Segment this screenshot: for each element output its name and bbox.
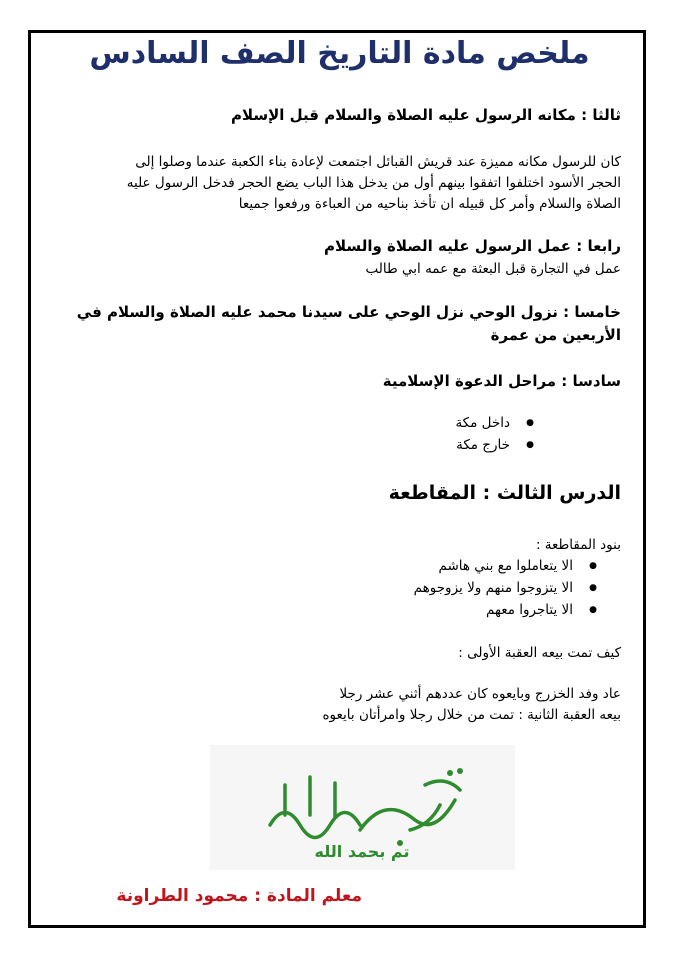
calligraphy-art [210,745,515,870]
page-title: ملخص مادة التاريخ الصف السادس [89,36,590,71]
list-item: ● داخل مكة [234,412,534,434]
section3-line: الحجر الأسود اختلفوا اتفقوا بينهم أول من يدخل هذا الباب يضع الحجر فدخل الرسول عليه [126,175,621,191]
list-item: ● الا يتاجروا معهم [197,599,597,621]
section3-line: كان للرسول مكانه مميزة عند قريش القبائل اجتمعت لإعادة بناء الكعبة عندما وصلوا إلى [135,154,621,170]
calligraphy-text: تم بحمد الله [314,842,410,861]
section6-list [234,412,534,456]
section4-heading: رابعا : عمل الرسول عليه الصلاة والسلام [324,237,621,255]
aqaba-answers [61,684,621,726]
aqaba-line: عاد وفد الخزرج وبايعوه كان عددهم أثني عشر رجلا [339,686,621,702]
list-item: ● خارج مكة [234,434,534,456]
terms-label: بنود المقاطعة : [535,537,621,553]
section3-line: الصلاة والسلام وأمر كل قبيله ان تأخذ بناحيه من العباءة ورفعوا جميعا [238,196,621,212]
section3-body [61,152,621,215]
section5-line: الأربعين من عمرة [490,326,621,344]
teacher-signature: معلم المادة : محمود الطراونة [116,886,362,906]
section5-line: خامسا : نزول الوحي نزل الوحي على سيدنا محمد عليه الصلاة والسلام في [76,303,621,321]
lesson-title: الدرس الثالث : المقاطعة [388,482,621,504]
list-item: ● الا يتعاملوا مع بني هاشم [197,555,597,577]
aqaba-line: بيعه العقبة الثانية : تمت من خلال رجلا وامرأتان بايعوه [322,707,621,723]
section6-heading: سادسا : مراحل الدعوة الإسلامية [382,372,621,390]
section4-line: عمل في التجارة قبل البعثة مع عمه ابي طالب [365,261,621,277]
list-item: ● الا يتزوجوا منهم ولا يزوجوهم [197,577,597,599]
section3-heading: ثالثا : مكانه الرسول عليه الصلاة والسلام قبل الإسلام [231,106,621,124]
aqaba-question: كيف تمت بيعه العقبة الأولى : [458,645,621,661]
calligraphy-image [210,745,515,870]
section5-block [51,301,621,347]
terms-list [197,555,597,621]
